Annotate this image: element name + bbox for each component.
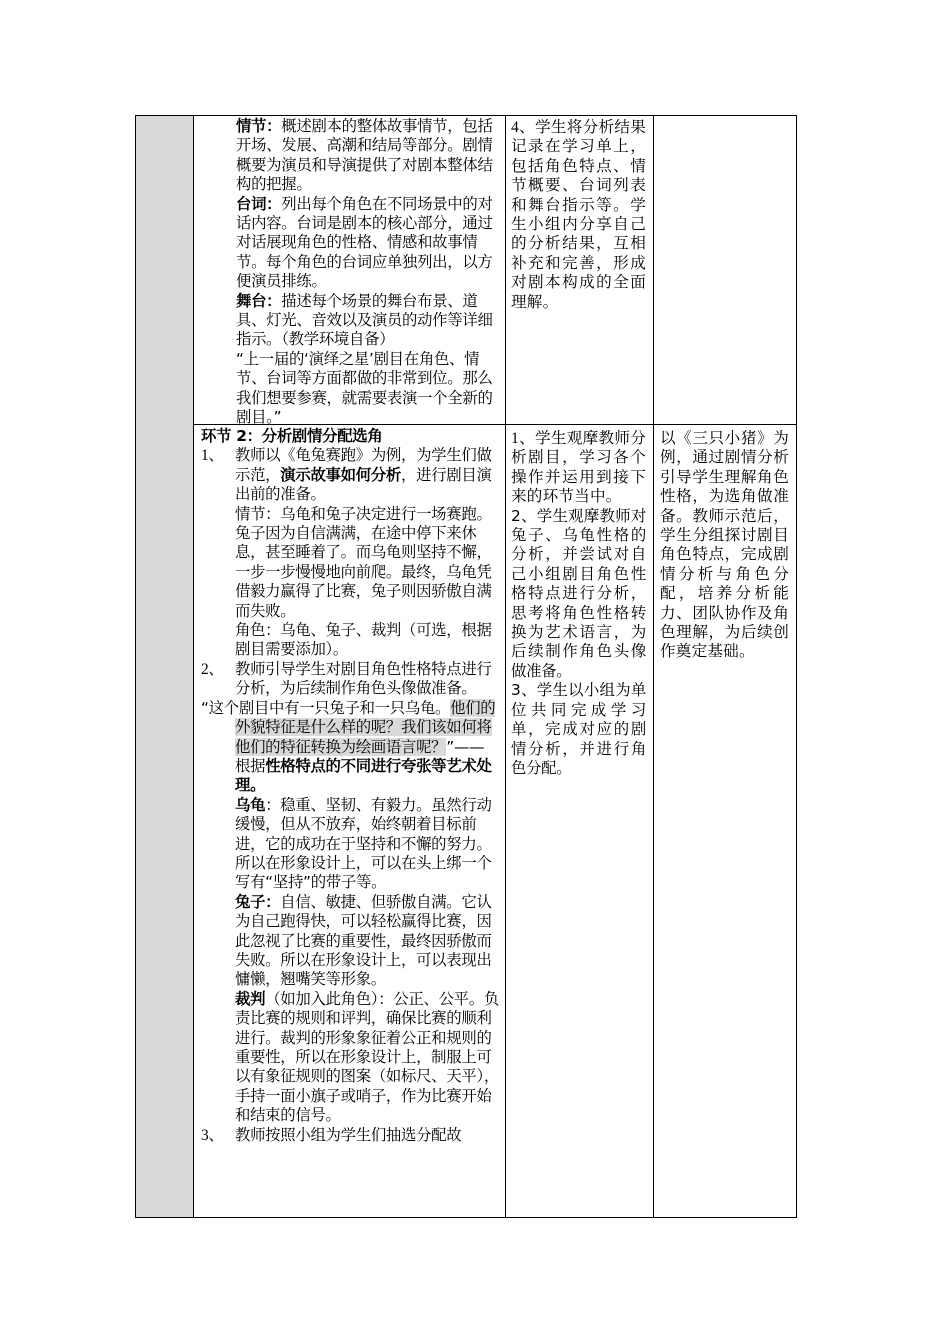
story-roles: 角色：乌龟、兔子、裁判（可选，根据剧目需要添加）。	[235, 621, 492, 659]
teacher-step-2: 2、 教师引导学生对剧目角色性格特点进行分析，为后续制作角色头像做准备。	[201, 659, 492, 698]
story-plot: 情节：乌龟和兔子决定进行一场赛跑。兔子因为自信满满，在途中停下来休息，甚至睡着了。而乌龟则坚持不懈，一步一步慢慢地向前爬。最终，乌龟凭借毅力赢得了比赛，兔子则因骄傲自满而失败。	[235, 504, 492, 620]
student-step-3: 3、学生以小组为单位共同完成学习单，完成对应的剧情分析，并进行角色分配。	[511, 681, 646, 777]
design-intent: 以《三只小猪》为例，通过剧情分析引导学生理解角色性格，为选角做准备。教师示范后，学生分组探讨剧目角色特点，完成剧情分析与角色分配，培养分析能力、团队协作及角色理解，为后续创作奠定基础。	[660, 430, 789, 661]
lines-paragraph: 台词：列出每个角色在不同场景中的对话内容。台词是剧本的核心部分，通过对话展现角色的性格、情感和故事情节。每个角色的台词应单独列出，以方便演员排练。	[236, 194, 493, 291]
table-border-left	[135, 115, 136, 1218]
section-heading: 环节 2：分析剧情分配选角	[201, 427, 383, 445]
judge-description: 裁判（如加入此角色）：公正、公平。负责比赛的规则和评判，确保比赛的顺利进行。裁判的形象象征着公正和规则的重要性，所以在形象设计上，制服上可以有象征规则的图案（如标尺、天平），手持一面小旗子或哨子，作为比赛开始和结束的信号。	[235, 989, 499, 1125]
student-step-4: 4、学生将分析结果记录在学习单上，包括角色特点、情节概要、台词列表和舞台指示等。学生小组内分享自己的分析结果，互相补充和完善，形成对剧本构成的全面理解。	[511, 119, 646, 311]
stage-paragraph: 舞台：描述每个场景的舞台布景、道具、灯光、音效以及演员的动作等详细指示。（教学环境自备）	[236, 291, 493, 349]
table-divider-3	[653, 115, 654, 1218]
teacher-quote: “这个剧目中有一只兔子和一只乌龟。他们的外貌特征是什么样的呢？我们该如何将他们的特征转换为绘画语言呢？”——根据性格特点的不同进行夸张等艺术处理。	[201, 698, 496, 795]
student-step-1: 1、学生观摩教师分析剧目，学习各个操作并运用到接下来的环节当中。	[511, 430, 646, 506]
table-gray-column	[136, 116, 193, 1217]
table-border-bottom	[135, 1217, 797, 1218]
table-border-right	[796, 115, 797, 1218]
rabbit-description: 兔子：自信、敏捷、但骄傲自满。它认为自己跑得快，可以轻松赢得比赛，因此忽视了比赛的重要性，最终因骄傲而失败。所以在形象设计上，可以表现出慵懒，翘嘴笑等形象。	[235, 892, 492, 989]
row2-activities-cell	[201, 427, 499, 1145]
table-divider-2	[505, 115, 506, 1218]
student-step-2: 2、学生观摩教师对兔子、乌龟性格的分析，并尝试对自己小组剧目角色性格特点进行分析，思考将角色性格转换为艺术语言，为后续制作角色头像做准备。	[511, 506, 646, 680]
row1-activities-cell	[236, 117, 498, 428]
row2-student-cell	[511, 429, 646, 778]
table-divider-1	[193, 115, 194, 1218]
row2-intent-cell	[660, 429, 789, 662]
teacher-step-1: 1、 教师以《龟兔赛跑》为例，为学生们做示范，演示故事如何分析，进行剧目演出前的准备。	[201, 446, 492, 504]
teacher-step-3: 3、 教师按照小组为学生们抽选分配故	[201, 1125, 462, 1144]
tortoise-description: 乌龟：稳重、坚韧、有毅力。虽然行动缓慢，但从不放弃，始终朝着目标前进，它的成功在于坚持和不懈的努力。所以在形象设计上，可以在头上绑一个写有“坚持”的带子等。	[235, 795, 492, 892]
row1-student-cell	[511, 118, 646, 312]
plot-paragraph: 情节：概述剧本的整体故事情节，包括开场、发展、高潮和结局等部分。剧情概要为演员和导演提供了对剧本整体结构的把握。	[236, 117, 493, 194]
quote-paragraph: “上一届的‘演绎之星’剧目在角色、情节、台词等方面都做的非常到位。那么我们想要参赛，就需要表演一个全新的剧目。”	[236, 349, 493, 427]
lesson-plan-table	[135, 115, 797, 1218]
table-border-top	[135, 115, 797, 116]
